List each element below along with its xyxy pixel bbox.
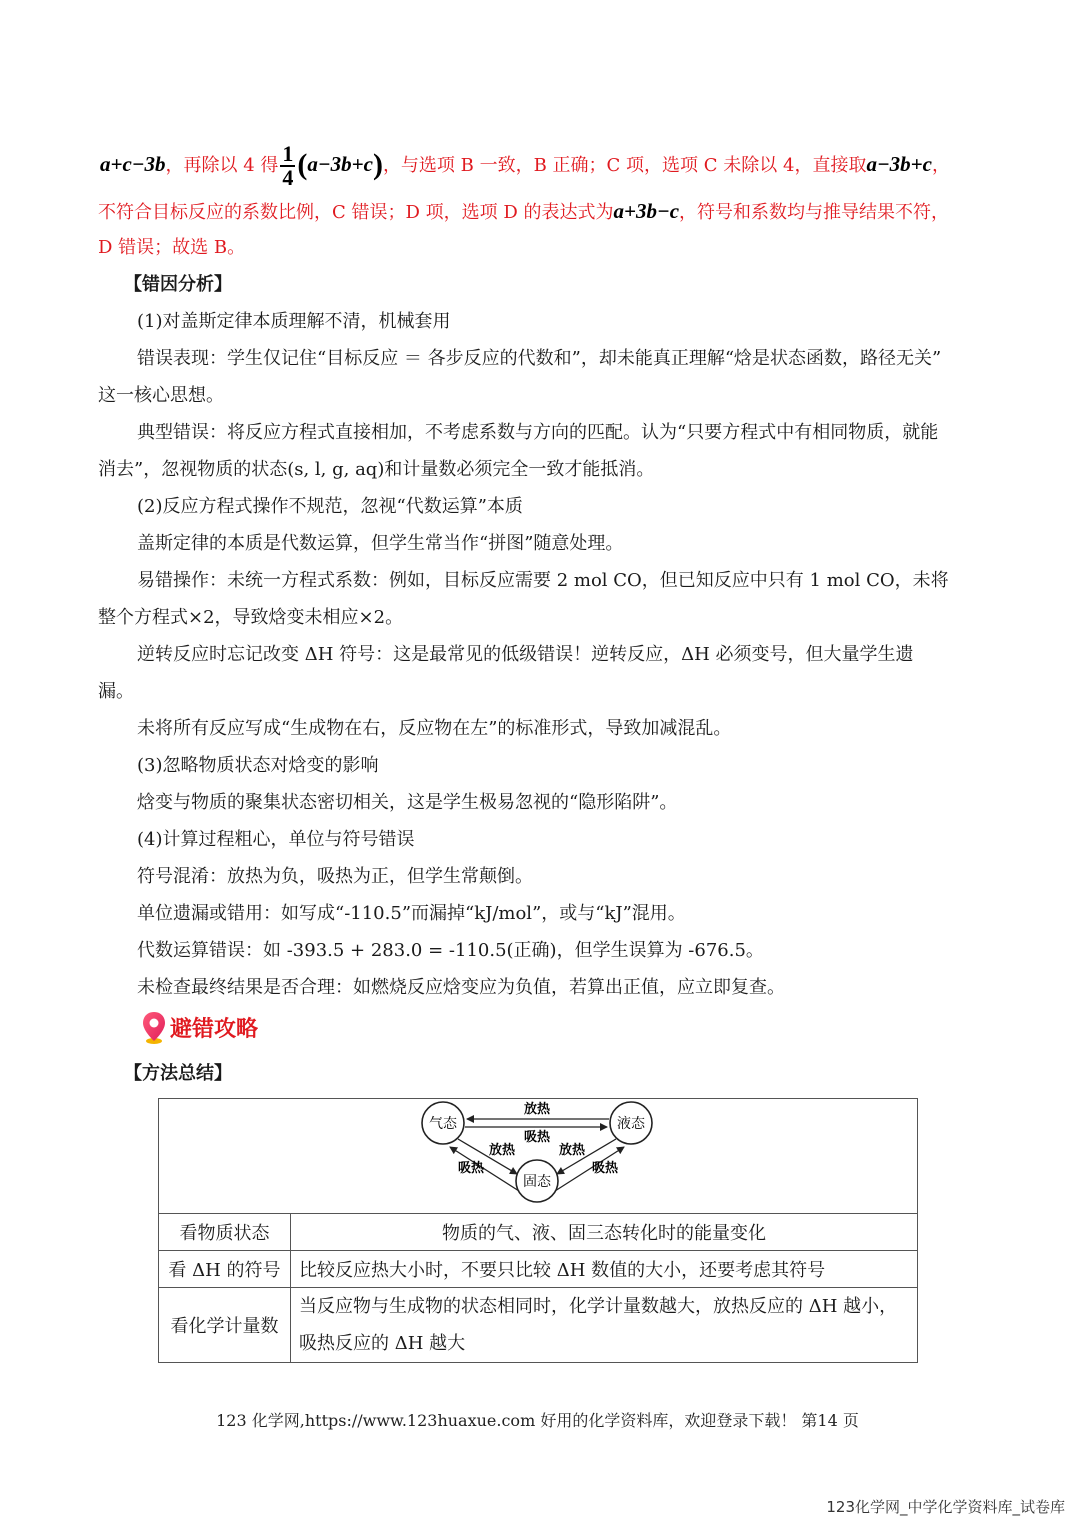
label-left-absorb: 吸热 — [457, 1161, 485, 1176]
label-right-release: 放热 — [558, 1143, 586, 1158]
expression-a-minus-3b-plus-c: a−3b+c — [307, 152, 373, 176]
answer-line-2 — [98, 199, 949, 225]
row-content-line-2: 吸热反应的 ΔH 越大 — [299, 1333, 466, 1354]
row-content: 物质的气、液、固三态转化时的能量变化 — [291, 1214, 918, 1251]
row-content: 比较反应热大小时，不要只比较 ΔH 数值的大小，还要考虑其符号 — [291, 1251, 918, 1288]
table-row — [159, 1251, 918, 1288]
label-top-absorb: 吸热 — [523, 1130, 551, 1145]
fraction-denominator: 4 — [282, 165, 294, 190]
analysis-line: (1)对盖斯定律本质理解不清，机械套用 — [137, 311, 451, 332]
analysis-line: 代数运算错误：如 -393.5 + 283.0 = -110.5(正确)，但学生误算为 -676.5。 — [137, 940, 764, 961]
row-label: 看物质状态 — [159, 1214, 291, 1251]
gas-label: 气态 — [429, 1116, 457, 1132]
label-left-release: 放热 — [488, 1143, 516, 1158]
row-content — [291, 1288, 918, 1363]
table-row — [159, 1288, 918, 1363]
location-pin-icon — [141, 1011, 167, 1045]
analysis-line: 这一核心思想。 — [98, 385, 224, 406]
diagram-cell — [159, 1099, 918, 1214]
analysis-line: 符号混淆：放热为负，吸热为正，但学生常颠倒。 — [137, 866, 533, 887]
error-analysis-heading: 【错因分析】 — [124, 274, 232, 295]
analysis-line: (3)忽略物质状态对焓变的影响 — [137, 755, 379, 776]
answer-text: ，符号和系数均与推导结果不符， — [679, 202, 950, 223]
table-row-diagram — [159, 1099, 918, 1214]
label-right-absorb: 吸热 — [591, 1161, 619, 1176]
watermark: 123化学网_中学化学资料库_试卷库 — [826, 1498, 1065, 1516]
analysis-line: 单位遗漏或错用：如写成“-110.5”而漏掉“kJ/mol”，或与“kJ”混用。 — [137, 903, 686, 924]
fraction-numerator: 1 — [282, 141, 294, 166]
analysis-line: 未将所有反应写成“生成物在右，反应物在左”的标准形式，导致加减混乱。 — [137, 718, 732, 739]
analysis-line: (2)反应方程式操作不规范，忽视“代数运算”本质 — [137, 496, 523, 517]
analysis-line: 典型错误：将反应方程式直接相加，不考虑系数与方向的匹配。认为“只要方程式中有相同物质，就能 — [137, 422, 939, 443]
solid-label: 固态 — [523, 1174, 551, 1190]
analysis-line: 漏。 — [98, 681, 134, 702]
answer-text: ，与选项 B 一致，B 正确；C 项，选项 C 未除以 4，直接取 — [382, 155, 867, 176]
analysis-line: (4)计算过程粗心，单位与符号错误 — [137, 829, 415, 850]
analysis-line: 焓变与物质的聚集状态密切相关，这是学生极易忽视的“隐形陷阱”。 — [137, 792, 678, 813]
expression-a-plus-c-minus-3b: a+c−3b — [100, 152, 166, 176]
analysis-line: 盖斯定律的本质是代数运算，但学生常当作“拼图”随意处理。 — [137, 533, 624, 554]
answer-text: ，再除以 4 得 — [165, 155, 279, 176]
phase-transition-diagram — [159, 1099, 917, 1213]
row-label: 看 ΔH 的符号 — [159, 1251, 291, 1288]
method-summary-table — [158, 1098, 918, 1363]
expression-a-plus-3b-minus-c: a+3b−c — [613, 199, 680, 223]
analysis-line: 消去”，忽视物质的状态(s, l, g, aq)和计量数必须完全一致才能抵消。 — [98, 459, 655, 480]
analysis-line: 错误表现：学生仅记住“目标反应 ＝ 各步反应的代数和”，却未能真正理解“焓是状态函数，路径无关” — [137, 348, 942, 369]
page-footer: 123 化学网,https://www.123huaxue.com 好用的化学资料库，欢迎登录下载！ 第14 页 — [216, 1411, 859, 1430]
analysis-line: 逆转反应时忘记改变 ΔH 符号：这是最常见的低级错误！逆转反应，ΔH 必须变号，但大量学生遗 — [137, 644, 914, 665]
fraction-one-quarter — [280, 143, 295, 189]
liquid-label: 液态 — [617, 1116, 645, 1132]
table-row — [159, 1214, 918, 1251]
method-heading: 【方法总结】 — [124, 1063, 232, 1084]
row-label: 看化学计量数 — [159, 1288, 291, 1363]
label-top-release: 放热 — [523, 1102, 551, 1117]
analysis-line: 易错操作：未统一方程式系数：例如，目标反应需要 2 mol CO，但已知反应中只有 1 mol CO，未将 — [137, 570, 949, 591]
answer-line-1: a+c−3b，再除以 4 得 $\frac{1}{4}$ (a−3b+c)，与选项 B 一致，B 正确；C 项，选项 C 未除以 4，直接取a−3b+c， — [100, 141, 950, 190]
strategy-title: 避错攻略 — [170, 1017, 259, 1042]
expression-a-minus-3b-plus-c: a−3b+c — [866, 152, 932, 176]
analysis-line: 整个方程式×2，导致焓变未相应×2。 — [98, 607, 404, 628]
answer-text: 不符合目标反应的系数比例，C 错误；D 项，选项 D 的表达式为 — [98, 202, 614, 223]
row-content-line-1: 当反应物与生成物的状态相同时，化学计量数越大，放热反应的 ΔH 越小， — [299, 1296, 898, 1317]
analysis-line: 未检查最终结果是否合理：如燃烧反应焓变应为负值，若算出正值，应立即复查。 — [137, 977, 785, 998]
answer-text: ， — [931, 155, 950, 176]
answer-line-3: D 错误；故选 B。 — [98, 237, 246, 258]
